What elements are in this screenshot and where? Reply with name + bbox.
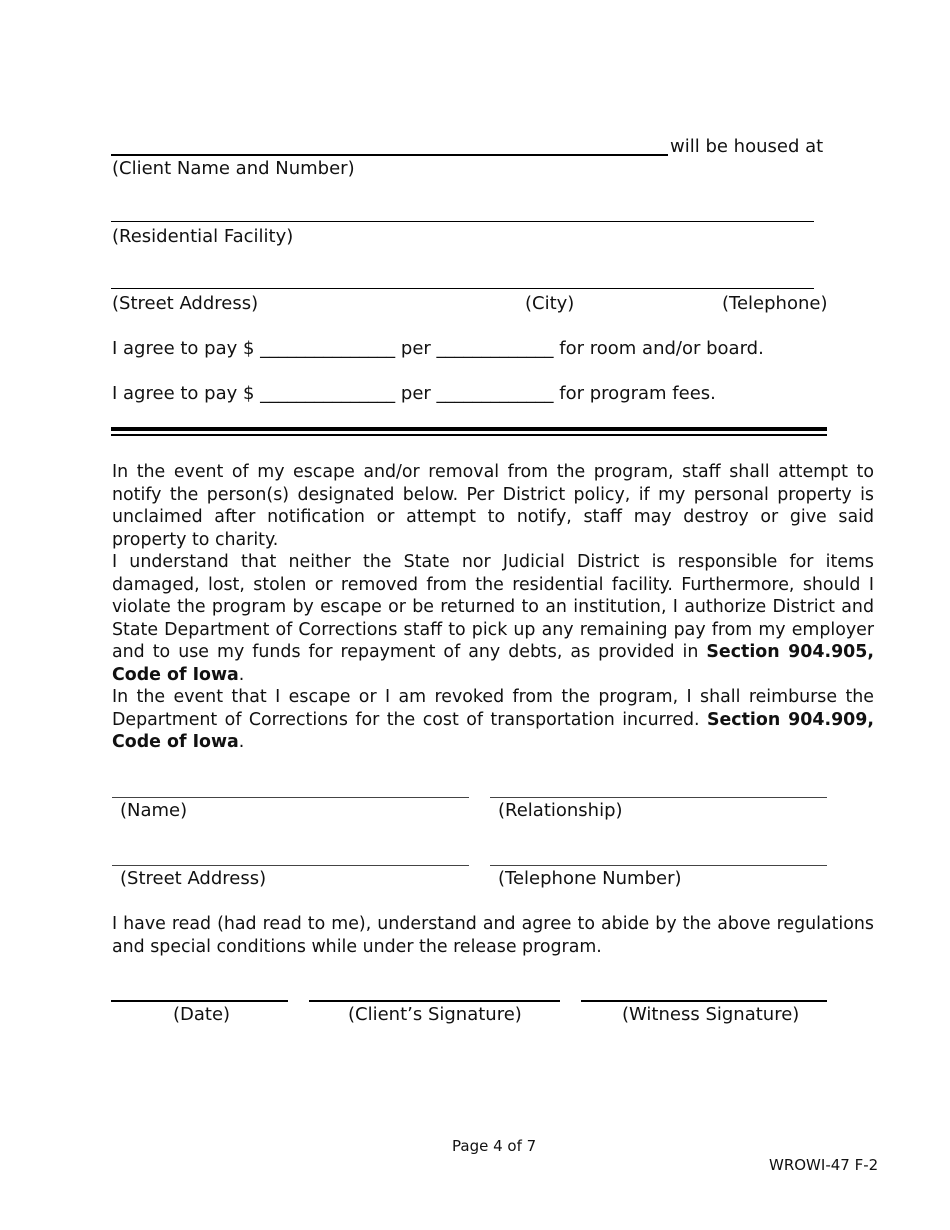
page-number: Page 4 of 7	[452, 1137, 537, 1155]
residential-facility-label: (Residential Facility)	[112, 226, 294, 247]
contact-name-label: (Name)	[120, 800, 188, 821]
witness-signature-label: (Witness Signature)	[622, 1004, 800, 1025]
client-signature-line[interactable]	[309, 1000, 560, 1002]
room-fee-per: per	[400, 338, 431, 359]
client-name-line[interactable]	[111, 154, 668, 156]
liability-paragraph: I understand that neither the State nor Judicial District is responsible for items damaged, lost, stolen or removed from the residential facility. Furthermore, should I violate the program by escape or be returned to an institution, I authorize District and State Department of Corrections staff to pick up any remaining pay from my employer and to use my funds for repayment of any debts, as provided in Section 904.905, Code of Iowa.	[112, 552, 874, 685]
housed-at-text: will be housed at	[670, 136, 824, 157]
street-address-label: (Street Address)	[112, 293, 259, 314]
room-fee-period-blank[interactable]: _____________	[436, 338, 554, 359]
contact-street-line[interactable]	[112, 865, 469, 866]
street-address-line[interactable]	[111, 288, 814, 289]
date-label: (Date)	[173, 1004, 231, 1025]
client-signature-label: (Client’s Signature)	[348, 1004, 522, 1025]
contact-phone-line[interactable]	[490, 865, 827, 866]
program-fee-per: per	[400, 383, 431, 404]
program-fee-amount-blank[interactable]: _______________	[260, 383, 396, 404]
program-fee-period-blank[interactable]: _____________	[436, 383, 554, 404]
escape-notification-paragraph: In the event of my escape and/or removal from the program, staff shall attempt to notify the person(s) designated below. Per District policy, if my personal property is unclaimed after notification or attempt to notify, staff may destroy or give said property to charity.	[112, 462, 874, 550]
client-name-label: (Client Name and Number)	[112, 158, 355, 179]
program-fee-prefix: I agree to pay $	[112, 383, 255, 404]
acknowledgement-paragraph: I have read (had read to me), understand and agree to abide by the above regulations and special conditions while under the release program.	[112, 914, 874, 957]
form-id: WROWI-47 F-2	[769, 1156, 879, 1174]
witness-signature-line[interactable]	[581, 1000, 827, 1002]
program-fee-row	[112, 383, 716, 405]
contact-phone-label: (Telephone Number)	[498, 868, 682, 889]
contact-relationship-label: (Relationship)	[498, 800, 623, 821]
room-fee-row	[112, 338, 764, 360]
room-fee-suffix: for room and/or board.	[559, 338, 764, 359]
program-fee-suffix: for program fees.	[559, 383, 716, 404]
telephone-label: (Telephone)	[722, 293, 828, 314]
date-line[interactable]	[111, 1000, 288, 1002]
code-reference-904-909: Section 904.909, Code of Iowa	[112, 709, 874, 753]
reimbursement-paragraph: In the event that I escape or I am revoked from the program, I shall reimburse the Department of Corrections for the cost of transportation incurred. Section 904.909, Code of Iowa.	[112, 687, 874, 753]
residential-facility-line[interactable]	[111, 221, 814, 222]
contact-relationship-line[interactable]	[490, 797, 827, 798]
room-fee-prefix: I agree to pay $	[112, 338, 255, 359]
room-fee-amount-blank[interactable]: _______________	[260, 338, 396, 359]
contact-street-label: (Street Address)	[120, 868, 267, 889]
contact-name-line[interactable]	[112, 797, 469, 798]
city-label: (City)	[525, 293, 575, 314]
code-reference-904-905: Section 904.905, Code of Iowa	[112, 642, 874, 685]
section-divider-thin	[111, 434, 827, 436]
section-divider-thick	[111, 427, 827, 431]
